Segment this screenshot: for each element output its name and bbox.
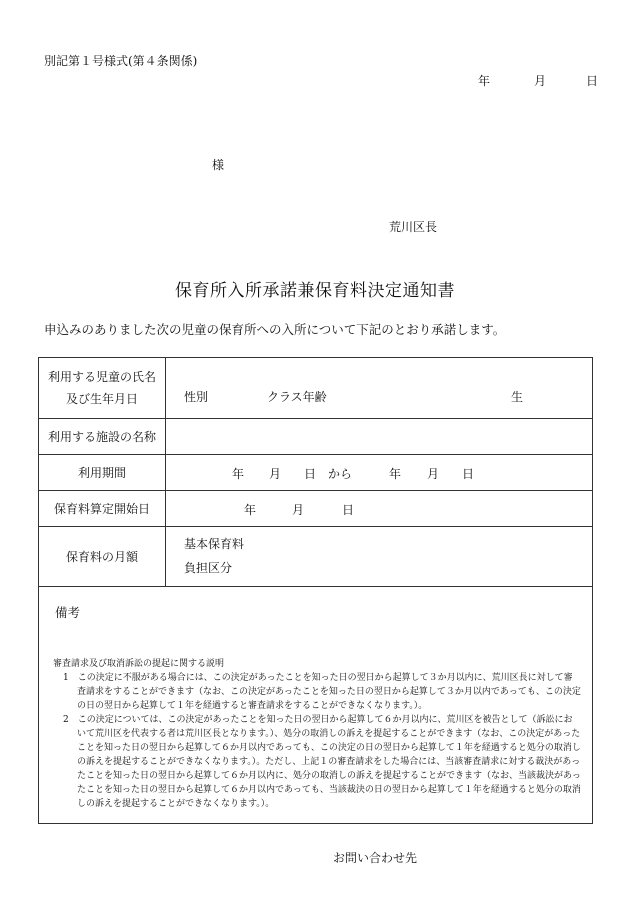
monthly-fee-label: 保育料の月額	[39, 527, 166, 587]
child-label-line2: 及び生年月日	[65, 392, 138, 406]
date-year-label: 年	[478, 74, 491, 88]
child-label	[39, 358, 166, 419]
gender-label: 性別	[184, 390, 209, 404]
intro-text: 申込みのありました次の児童の保育所への入所について下記のとおり承諾します。	[44, 322, 506, 337]
monthly-fee-value-cell	[166, 527, 593, 587]
table-row-remarks	[39, 587, 593, 824]
period-to-month: 月	[427, 467, 440, 481]
recipient-honorific: 様	[212, 158, 225, 172]
fee-start-label: 保育料算定開始日	[39, 491, 166, 527]
period-to-day: 日	[462, 467, 475, 481]
fee-start-value-cell	[166, 491, 593, 527]
period-label: 利用期間	[39, 455, 166, 491]
facility-label: 利用する施設の名称	[39, 419, 166, 455]
fee-start-year: 年	[244, 503, 257, 517]
period-from-year: 年	[232, 467, 245, 481]
birth-suffix: 生	[511, 390, 524, 404]
fee-start-day: 日	[342, 503, 355, 517]
table-row-period	[39, 455, 593, 491]
table-row-facility	[39, 419, 593, 455]
table-row-fee-start	[39, 491, 593, 527]
remarks-cell	[39, 587, 593, 824]
table-row-monthly-fee	[39, 527, 593, 587]
appeal-note-item-1: 1 この決定に不服がある場合には、この決定があったことを知った日の翌日から起算して３か月以内に、荒川区長に対して審査請求をすることができます（なお、この決定があったことを知った日の翌日から起算して３か月以内であっても、この決定の日の翌日から起算して１年を経過すると審査請求をすることができなくなります。）。	[63, 673, 581, 711]
period-from-day: 日	[304, 467, 317, 481]
form-number-label: 別記第１号様式(第４条関係)	[44, 54, 198, 68]
period-value-cell	[166, 455, 593, 491]
date-day-label: 日	[586, 74, 599, 88]
remarks-label: 備考	[55, 605, 81, 620]
table-row-child	[39, 358, 593, 419]
burden-class-label: 負担区分	[184, 561, 233, 575]
document-title: 保育所入所承諾兼保育料決定通知書	[175, 281, 455, 301]
contact-label: お問い合わせ先	[333, 851, 418, 865]
period-to-year: 年	[389, 467, 402, 481]
class-age-label: クラス年齢	[267, 390, 327, 404]
issuer-name: 荒川区長	[389, 220, 438, 234]
issue-date	[478, 72, 598, 89]
child-value-cell	[166, 358, 593, 419]
fee-start-month: 月	[292, 503, 305, 517]
period-from-month: 月	[269, 467, 282, 481]
appeal-notes	[53, 657, 581, 811]
facility-value-cell	[166, 419, 593, 455]
notice-table	[38, 357, 593, 824]
appeal-note-item-2: 2 この決定については、この決定があったことを知った日の翌日から起算して６か月以内に、荒川区を被告として（訴訟において荒川区を代表する者は荒川区長となります。）、処分の取消しの訴えを提起することができます（なお、この決定があったことを知った日の翌日から起算して６か月以内であっても、この決定の日の翌日から起算して１年を経過すると処分の取消しの訴えを提起することができなくなります。）。ただし、上記１の審査請求をした場合には、当該審査請求に対する裁決があったことを知った日の翌日から起算して６か月以内に、処分の取消しの訴えを提起することができます（なお、当該裁決があったことを知った日の翌日から起算して６か月以内であっても、当該裁決の日の翌日から起算して１年を経過すると処分の取消しの訴えを提起することができなくなります。）。	[63, 715, 581, 809]
date-month-label: 月	[534, 74, 547, 88]
appeal-notes-heading: 審査請求及び取消訴訟の提起に関する説明	[53, 659, 225, 669]
child-label-line1: 利用する児童の氏名	[47, 370, 156, 384]
basic-fee-label: 基本保育料	[184, 537, 245, 551]
period-kara: から	[328, 467, 353, 481]
